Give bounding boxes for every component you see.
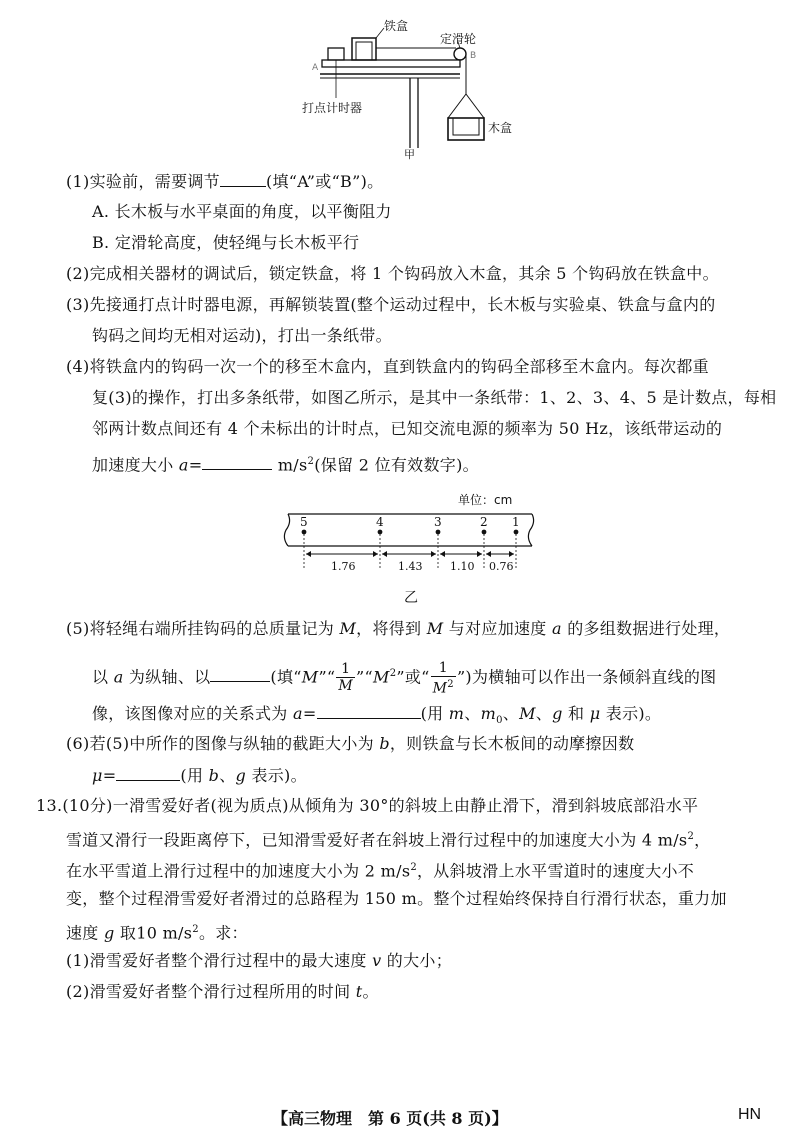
tape-point-4: [378, 530, 383, 535]
q12-part4-line4: 加速度大小 $a= m/s^2$(保留 2 位有效数字)。: [92, 455, 479, 475]
label-jia: 甲: [404, 148, 415, 160]
q12-option-b: B. 定滑轮高度，使轻绳与长木板平行: [92, 233, 360, 252]
tape-point-label-2: 2: [480, 515, 488, 529]
q13-line5: 速度 g 取10 $m/s^2$。求：: [66, 923, 248, 943]
tape-point-1: [514, 530, 519, 535]
tape-point-label-3: 3: [434, 515, 442, 529]
tape-caption: 乙: [404, 590, 418, 606]
q13-sub1: (1)滑雪爱好者整个滑行过程中的最大速度 v 的大小；: [66, 951, 452, 970]
timer-device: [328, 48, 344, 60]
q12-part4-line1: (4)将铁盒内的钩码一次一个的移至木盒内，直到铁盒内的钩码全部移至木盒内。每次都重: [66, 357, 709, 376]
tape-point-5: [302, 530, 307, 535]
answer-blank-5[interactable]: [116, 764, 180, 781]
answer-blank-4[interactable]: [317, 702, 421, 719]
pulley: [454, 48, 466, 60]
q13-sub2: (2)滑雪爱好者整个滑行过程所用的时间 t。: [66, 982, 379, 1001]
q12-part2: (2)完成相关器材的调试后，锁定铁盒，将 1 个钩码放入木盒，其余 5 个钩码放在铁盒中。: [66, 264, 719, 283]
label-a: A: [312, 63, 319, 73]
q12-part6-line2: μ= (用 b、g 表示)。: [92, 766, 307, 785]
q12-option-a: A. 长木板与水平桌面的角度，以平衡阻力: [92, 202, 392, 221]
q12-part4-line2: 复(3)的操作，打出多条纸带，如图乙所示，是其中一条纸带：1、2、3、4、5 是计数点，每相: [92, 388, 777, 407]
tape-segment-label: 1.43: [398, 560, 423, 573]
answer-blank-1[interactable]: [220, 170, 266, 187]
tape-point-label-4: 4: [376, 515, 384, 529]
q13-line4: 变，整个过程滑雪爱好者滑过的总路程为 150 m。整个过程始终保持自行滑行状态，重力加: [66, 889, 727, 908]
q12-part5-line1: (5)将轻绳右端所挂钩码的总质量记为 M，将得到 M 与对应加速度 a 的多组数据进行处理，: [66, 619, 731, 638]
label-iron-box: 铁盒: [384, 19, 409, 33]
label-pulley: 定滑轮: [440, 32, 477, 46]
tape-point-3: [436, 530, 441, 535]
tape-unit: 单位：cm: [458, 493, 513, 507]
apparatus-figure: [300, 18, 530, 160]
tape-segment-label: 1.76: [331, 560, 356, 573]
tape-segment-label: 1.10: [450, 560, 475, 573]
q12-part5-line3: 像，该图像对应的关系式为 a= (用 m、$m_0$、M、g 和 μ 表示)。: [92, 704, 662, 727]
q13-line2: 雪道又滑行一段距离停下，已知滑雪爱好者在斜坡上滑行过程中的加速度大小为 4 $m/s^2$，: [66, 830, 711, 850]
tape-point-label-5: 5: [300, 515, 308, 529]
tape-segment-label: 0.76: [489, 560, 514, 573]
label-timer: 打点计时器: [302, 101, 363, 115]
footer-code: HN: [738, 1106, 762, 1123]
q12-part3-line2: 钩码之间均无相对运动)，打出一条纸带。: [92, 326, 392, 345]
tape-point-2: [482, 530, 487, 535]
fraction-one-over-m: $\frac{1}{M}$: [338, 661, 354, 695]
fraction-one-over-m-squared: $\frac{1}{M^2}$: [432, 659, 454, 697]
q13-line3: 在水平雪道上滑行过程中的加速度大小为 2 $m/s^2$，从斜坡滑上水平雪道时的速度大小不: [66, 861, 695, 881]
q12-part6-line1: (6)若(5)中所作的图像与纵轴的截距大小为 b，则铁盒与长木板间的动摩擦因数: [66, 734, 635, 753]
q12-part5-line2: 以 a 为纵轴、以 (填“M”“ $\frac{1}{M}$ $”“M^2$”或“ $\frac{1}{M^2}$ ”)为横轴可以作出一条倾斜直线的图: [92, 659, 717, 697]
q12-part3-line1: (3)先接通打点计时器电源，再解锁装置(整个运动过程中，长木板与实验桌、铁盒与盒内的: [66, 295, 716, 314]
label-wood-box: 木盒: [488, 121, 513, 135]
answer-blank-2[interactable]: [202, 453, 272, 470]
page-footer: 【高三物理 第 6 页(共 8 页)】: [272, 1109, 508, 1128]
q12-part1: (1)实验前，需要调节 (填“A”或“B”)。: [66, 172, 384, 191]
answer-blank-3[interactable]: [210, 665, 270, 682]
q12-part4-line3: 邻两计数点间还有 4 个未标出的计时点，已知交流电源的频率为 50 Hz，该纸带运动的: [92, 419, 723, 438]
label-b: B: [470, 51, 477, 61]
tape-point-label-1: 1: [512, 515, 520, 529]
tape-figure: [270, 488, 555, 608]
long-board: [322, 60, 460, 67]
q13-line1: 13.(10分)一滑雪爱好者(视为质点)从倾角为 30°的斜坡上由静止滑下，滑到斜坡底部沿水平: [36, 796, 699, 815]
